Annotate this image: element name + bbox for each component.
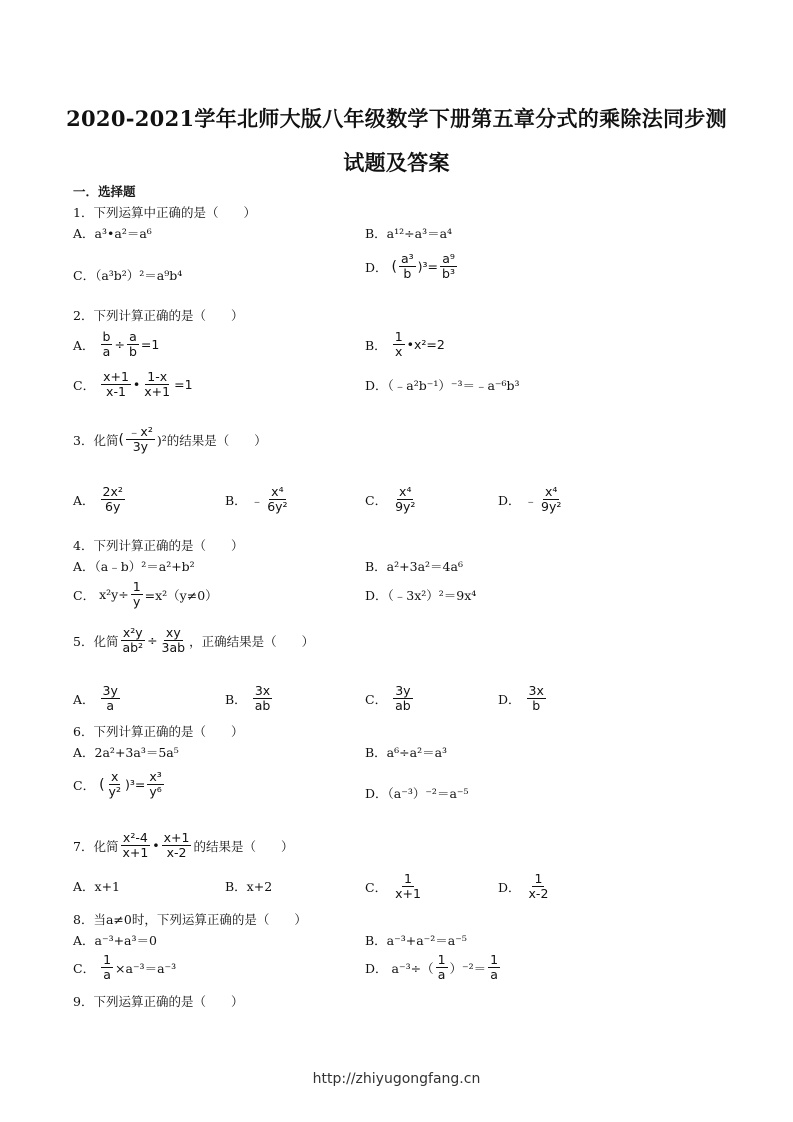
- denominator: 9y²: [395, 499, 416, 515]
- option-label: C．: [365, 879, 388, 895]
- q3-option-a: [73, 485, 127, 515]
- doc-title-line1: 2020-2021学年北师大版八年级数学下册第五章分式的乘除法同步测: [66, 106, 727, 131]
- numerator: 2x²: [102, 484, 123, 499]
- q3-option-d: [498, 485, 565, 515]
- numerator: 3y: [102, 683, 118, 698]
- option-label: C．: [365, 691, 388, 707]
- q4-option-b: B．a²+3a²＝4a⁶: [365, 559, 463, 574]
- numerator: 1: [404, 871, 412, 886]
- numerator: x⁴: [271, 484, 284, 499]
- denominator: 6y²: [267, 499, 288, 515]
- option-label: B．: [225, 492, 247, 508]
- fraction: [253, 684, 273, 714]
- fraction: [527, 684, 546, 714]
- fraction: [126, 425, 155, 455]
- stem-text: )²的结果是（ ）: [156, 432, 267, 448]
- fraction: [101, 953, 113, 983]
- q5-option-b: [225, 684, 274, 714]
- operator: ÷: [114, 337, 125, 353]
- q8-option-c: [73, 953, 176, 983]
- expression: •x²=2: [406, 337, 445, 353]
- fraction: [539, 485, 563, 515]
- numerator: 3x: [528, 683, 544, 698]
- expression: ）⁻²＝: [449, 960, 487, 976]
- fraction: [107, 770, 123, 800]
- option-label: A．: [73, 492, 95, 508]
- q5-option-a: [73, 684, 122, 714]
- denominator: b³: [442, 266, 455, 282]
- fraction: [393, 330, 405, 360]
- stem-text: ，正确结果是（ ）: [189, 633, 315, 649]
- numerator: a: [129, 329, 137, 344]
- fraction: [440, 252, 457, 282]
- denominator: ab²: [122, 640, 144, 656]
- q9-stem: 9．下列运算正确的是（ ）: [73, 994, 244, 1009]
- option-label: D．: [365, 259, 388, 275]
- q8-option-d: [365, 953, 502, 983]
- numerator: x⁴: [399, 484, 412, 499]
- stem-text: 7．化简: [73, 838, 119, 854]
- denominator: b: [532, 698, 541, 714]
- denominator: x-2: [528, 886, 549, 902]
- fraction: [120, 626, 145, 656]
- option-label: C．: [73, 777, 96, 793]
- denominator: b: [128, 344, 137, 360]
- q7-option-a: A．x+1: [73, 879, 121, 894]
- fraction: [393, 872, 423, 902]
- q3-option-c: [365, 485, 419, 515]
- numerator: 1: [490, 952, 499, 967]
- expression: )³=: [417, 259, 439, 275]
- q3-option-b: [225, 485, 292, 515]
- q6-option-c: [73, 770, 166, 800]
- q7-stem: [73, 831, 294, 861]
- fraction: [436, 953, 448, 983]
- q8-option-a: A．a⁻³+a³＝0: [73, 933, 157, 948]
- fraction: [393, 684, 413, 714]
- numerator: x²-4: [122, 830, 148, 845]
- operator: •: [132, 377, 141, 393]
- numerator: b: [102, 329, 111, 344]
- option-label: D．: [365, 960, 388, 976]
- q2-option-c: [73, 370, 193, 400]
- q6-stem: 6．下列计算正确的是（ ）: [73, 724, 244, 739]
- fraction: [162, 831, 192, 861]
- numerator: 3x: [254, 683, 271, 698]
- denominator: y²: [108, 784, 121, 800]
- stem-text: 3．化简: [73, 432, 119, 448]
- sign: ﹣: [250, 492, 264, 508]
- denominator: x+1: [395, 886, 421, 902]
- fraction: [393, 485, 417, 515]
- denominator: x+1: [122, 845, 149, 861]
- q5-option-c: [365, 684, 415, 714]
- q1-option-d: [365, 252, 459, 282]
- denominator: 9y²: [541, 499, 562, 515]
- sign: ﹣: [524, 492, 538, 508]
- denominator: b: [403, 266, 412, 282]
- denominator: x-1: [106, 384, 126, 400]
- denominator: ab: [395, 698, 411, 714]
- option-label: B．: [365, 337, 387, 353]
- q8-stem: 8．当a≠0时，下列运算正确的是（ ）: [73, 912, 307, 927]
- denominator: a: [106, 698, 115, 714]
- expression: ×a⁻³＝a⁻³: [115, 960, 177, 976]
- fraction: [399, 252, 416, 282]
- numerator: 1-x: [147, 369, 168, 384]
- expression: x²y÷: [99, 587, 129, 603]
- numerator: x⁴: [545, 484, 558, 499]
- q6-option-d: D．（a⁻³）⁻²＝a⁻⁵: [365, 786, 469, 801]
- numerator: x+1: [163, 830, 190, 845]
- option-label: A．: [73, 337, 95, 353]
- fraction: [147, 770, 163, 800]
- fraction: [101, 370, 131, 400]
- q1-option-a: A．a³•a²＝a⁶: [73, 226, 152, 241]
- fraction: [131, 580, 143, 610]
- numerator: x+1: [103, 369, 129, 384]
- denominator: 3ab: [161, 640, 186, 656]
- option-label: B．: [225, 691, 247, 707]
- q6-option-a: A．2a²+3a³＝5a⁵: [73, 745, 179, 760]
- q1-stem: 1．下列运算中正确的是（ ）: [73, 205, 256, 220]
- q4-stem: 4．下列计算正确的是（ ）: [73, 538, 244, 553]
- expression: =1: [140, 337, 160, 353]
- q4-option-d: D．（﹣3x²）²＝9x⁴: [365, 588, 477, 603]
- paren-open: (: [99, 776, 105, 793]
- q5-option-d: [498, 684, 548, 714]
- section-heading: 一．选择题: [73, 184, 136, 199]
- expression: =1: [174, 377, 193, 393]
- numerator: x²y: [122, 625, 143, 640]
- q6-option-b: B．a⁶÷a²＝a³: [365, 745, 448, 760]
- fraction: [265, 485, 289, 515]
- fraction: [101, 684, 120, 714]
- expression: a⁻³÷（: [391, 960, 434, 976]
- numerator: x: [111, 769, 119, 784]
- fraction: [120, 831, 150, 861]
- q2-stem: 2．下列计算正确的是（ ）: [73, 308, 244, 323]
- fraction: [101, 330, 113, 360]
- denominator: ab: [254, 698, 271, 714]
- q1-option-c: C．（a³b²）²＝a⁹b⁴: [73, 268, 183, 283]
- denominator: x: [394, 344, 403, 360]
- paren-open: (: [391, 258, 397, 275]
- denominator: 6y: [105, 499, 121, 515]
- expression: =x²（y≠0）: [144, 587, 218, 603]
- option-label: A．: [73, 691, 95, 707]
- numerator: x³: [149, 769, 162, 784]
- denominator: a: [490, 967, 498, 983]
- numerator: 1: [103, 952, 112, 967]
- footer-url: http://zhiyugongfang.cn: [312, 1071, 481, 1087]
- option-label: C．: [73, 587, 96, 603]
- numerator: 1: [437, 952, 446, 967]
- operator: •: [152, 838, 160, 854]
- q4-option-a: A．（a﹣b）²＝a²+b²: [73, 559, 195, 574]
- fraction: [101, 485, 125, 515]
- numerator: 3y: [395, 683, 411, 698]
- numerator: 1: [394, 329, 403, 344]
- fraction: [527, 872, 551, 902]
- q7-option-b: B．x+2: [225, 879, 273, 894]
- fraction: [142, 370, 172, 400]
- denominator: x-2: [166, 845, 187, 861]
- option-label: D．: [498, 492, 521, 508]
- option-label: C．: [365, 492, 388, 508]
- numerator: 1: [132, 579, 141, 594]
- q2-option-d: D．（﹣a²b⁻¹）⁻³＝﹣a⁻⁶b³: [365, 378, 520, 393]
- option-label: D．: [498, 879, 521, 895]
- denominator: y⁶: [149, 784, 162, 800]
- q2-option-b: [365, 330, 445, 360]
- q8-option-b: B．a⁻³+a⁻²＝a⁻⁵: [365, 933, 467, 948]
- numerator: a³: [401, 251, 414, 266]
- q4-option-c: [73, 580, 218, 610]
- operator: ÷: [147, 633, 158, 649]
- q1-option-b: B．a¹²÷a³＝a⁴: [365, 226, 453, 241]
- option-label: C．: [73, 377, 96, 393]
- fraction: [127, 330, 139, 360]
- q5-stem: [73, 626, 314, 656]
- stem-text: 的结果是（ ）: [193, 838, 294, 854]
- option-label: C．: [73, 960, 96, 976]
- stem-text: 5．化简: [73, 633, 119, 649]
- numerator: ﹣x²: [127, 424, 153, 439]
- q7-option-c: [365, 872, 425, 902]
- fraction: [160, 626, 188, 656]
- numerator: a⁹: [442, 251, 455, 266]
- doc-title-line2: 试题及答案: [343, 150, 450, 175]
- denominator: x+1: [144, 384, 171, 400]
- q3-stem: [73, 425, 267, 455]
- denominator: 3y: [132, 439, 149, 455]
- paren-open: (: [118, 431, 124, 448]
- numerator: 1: [534, 871, 543, 886]
- fraction: [488, 953, 500, 983]
- q2-option-a: [73, 330, 159, 360]
- expression: )³=: [124, 777, 146, 793]
- q7-option-d: [498, 872, 552, 902]
- option-label: D．: [498, 691, 521, 707]
- numerator: xy: [165, 625, 181, 640]
- denominator: a: [102, 344, 111, 360]
- denominator: a: [103, 967, 111, 983]
- denominator: a: [437, 967, 446, 983]
- denominator: y: [132, 594, 141, 610]
